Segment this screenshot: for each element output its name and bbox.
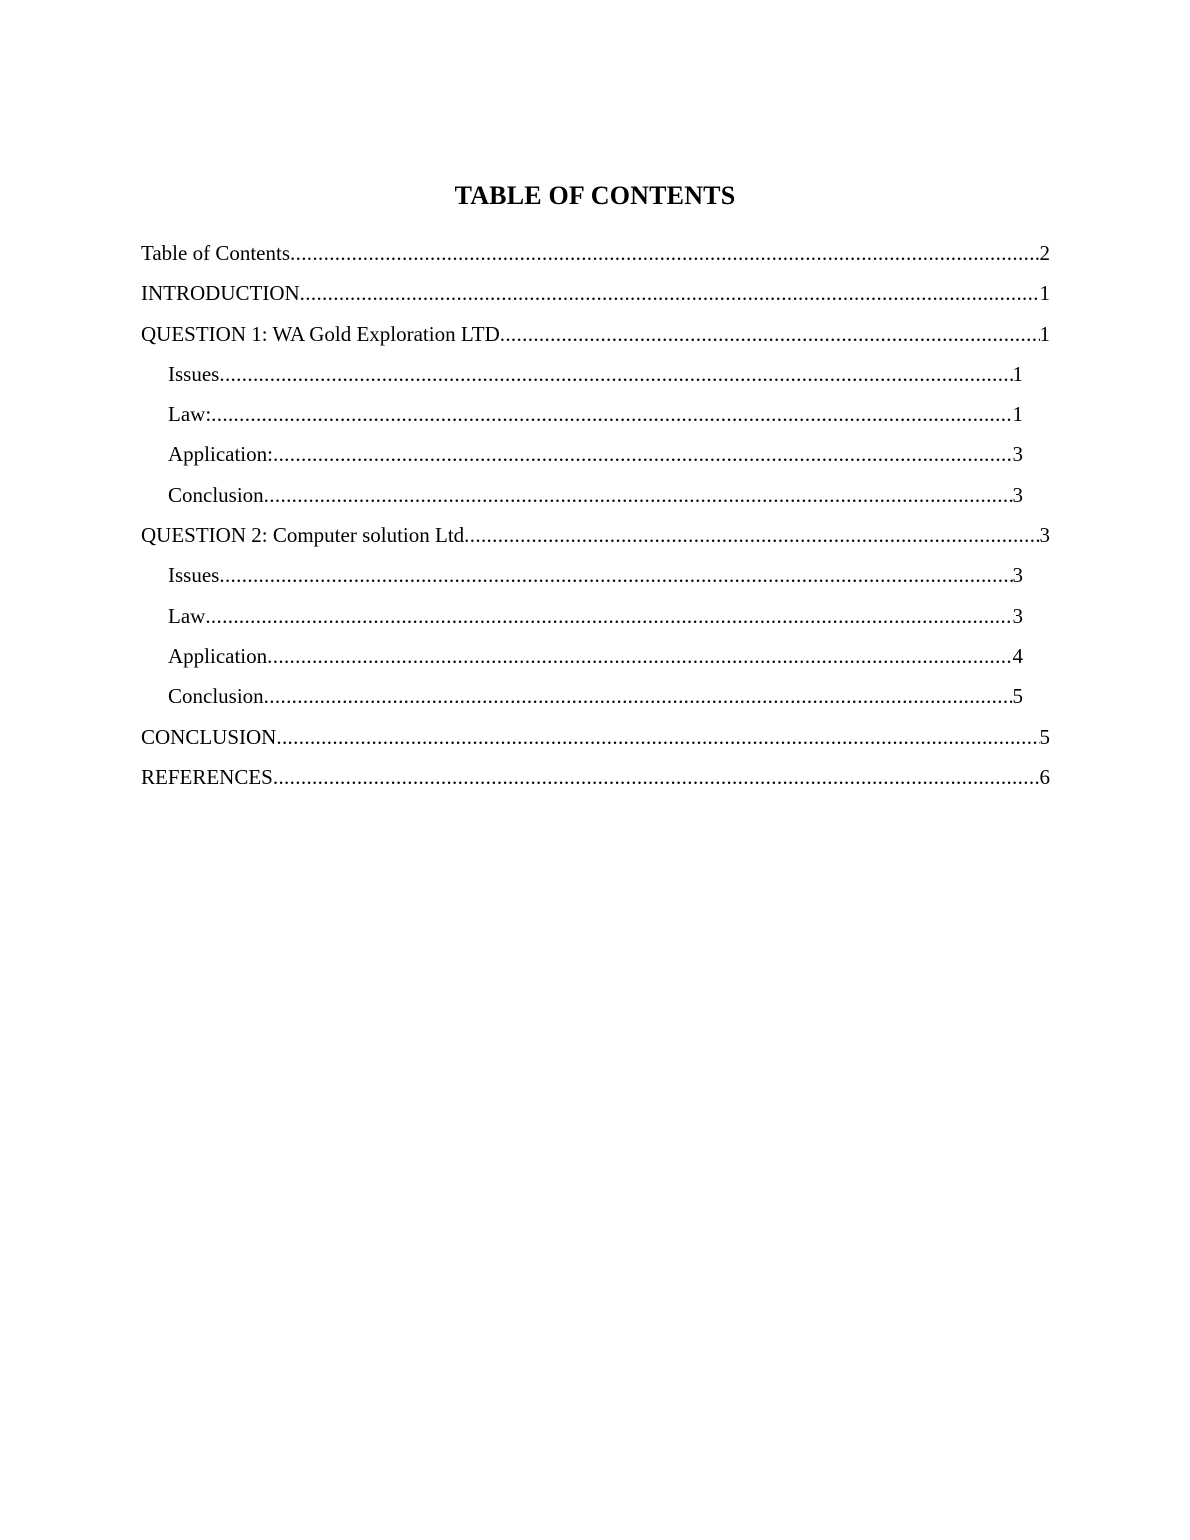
- toc-entry-label: Application:: [168, 442, 273, 467]
- toc-entry-q1-conclusion[interactable]: [168, 480, 1023, 520]
- toc-entry-q1-issues[interactable]: [168, 359, 1023, 399]
- toc-dot-leader: [219, 359, 1012, 389]
- toc-entry-page-number: 2: [1039, 241, 1050, 265]
- toc-dot-leader: [219, 560, 1012, 590]
- toc-entry-label: QUESTION 2: Computer solution Ltd: [141, 523, 465, 548]
- toc-entry-label: Issues: [168, 361, 220, 386]
- toc-entry-label: Issues: [168, 563, 220, 588]
- toc-entry-label: Table of Contents: [141, 241, 290, 265]
- toc-dot-leader: [264, 480, 1013, 510]
- toc-entry-page-number: 3: [1012, 442, 1023, 467]
- toc-dot-leader: [273, 439, 1013, 469]
- toc-entry-page-number: 1: [1039, 281, 1050, 306]
- toc-entry-page-number: 3: [1039, 523, 1050, 548]
- toc-title: TABLE OF CONTENTS: [454, 181, 736, 210]
- toc-entry-label: REFERENCES: [141, 764, 273, 789]
- toc-entry-page-number: 5: [1039, 724, 1050, 749]
- toc-dot-leader: [267, 641, 1012, 671]
- toc-entry-label: Conclusion: [168, 482, 264, 507]
- toc-entry-label: INTRODUCTION: [141, 281, 300, 306]
- toc-dot-leader: [500, 319, 1040, 349]
- toc-entry-q1-application[interactable]: [168, 439, 1023, 479]
- toc-dot-leader: [273, 762, 1040, 792]
- toc-entry-conclusion[interactable]: [141, 722, 1050, 762]
- toc-dot-leader: [300, 278, 1040, 308]
- toc-entry-references[interactable]: [141, 762, 1050, 802]
- toc-dot-leader: [290, 238, 1040, 268]
- toc-list: [0, 238, 1190, 802]
- toc-entry-q2-issues[interactable]: [168, 560, 1023, 600]
- toc-entry-label: Law: [168, 603, 206, 628]
- toc-entry-page-number: 1: [1039, 321, 1050, 346]
- toc-entry-page-number: 5: [1012, 684, 1023, 709]
- toc-entry-page-number: 4: [1012, 643, 1023, 668]
- toc-entry-page-number: 1: [1012, 361, 1023, 386]
- toc-entry-label: Conclusion: [168, 684, 264, 709]
- toc-entry-page-number: 6: [1039, 764, 1050, 789]
- toc-entry-label: Application: [168, 643, 268, 668]
- toc-entry-q2-application[interactable]: [168, 641, 1023, 681]
- toc-dot-leader: [211, 399, 1012, 429]
- toc-dot-leader: [264, 681, 1013, 711]
- toc-entry-table-of-contents[interactable]: [141, 238, 1050, 278]
- toc-entry-q1-law[interactable]: [168, 399, 1023, 439]
- toc-entry-introduction[interactable]: [141, 278, 1050, 318]
- toc-entry-q2-law[interactable]: [168, 601, 1023, 641]
- toc-dot-leader: [205, 601, 1012, 631]
- toc-entry-q2-conclusion[interactable]: [168, 681, 1023, 721]
- toc-entry-question-2[interactable]: [141, 520, 1050, 560]
- toc-entry-label: CONCLUSION: [141, 724, 277, 749]
- toc-entry-label: QUESTION 1: WA Gold Exploration LTD: [141, 321, 500, 346]
- toc-dot-leader: [464, 520, 1039, 550]
- toc-entry-page-number: 1: [1012, 402, 1023, 427]
- toc-entry-label: Law:: [168, 402, 212, 427]
- toc-entry-page-number: 3: [1012, 603, 1023, 628]
- toc-entry-page-number: 3: [1012, 563, 1023, 588]
- toc-entry-page-number: 3: [1012, 482, 1023, 507]
- toc-entry-question-1[interactable]: [141, 319, 1050, 359]
- toc-dot-leader: [276, 722, 1039, 752]
